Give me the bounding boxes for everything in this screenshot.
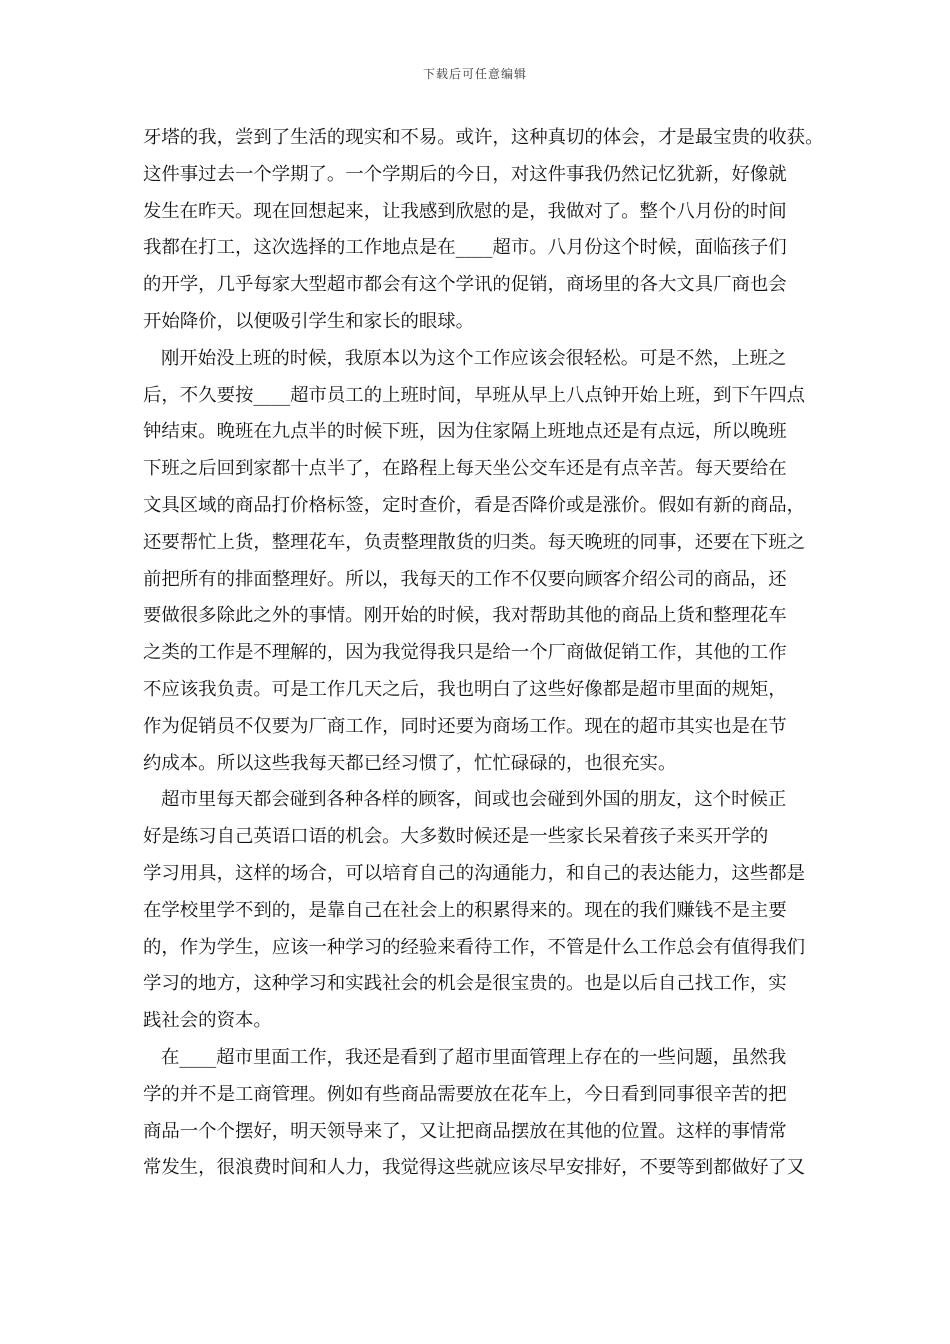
text-line: 好是练习自己英语口语的机会。大多数时候还是一些家长呆着孩子来买开学的 <box>143 826 769 848</box>
text-line: 的，作为学生，应该一种学习的经验来看待工作，不管是什么工作总会有值得我们 <box>143 936 806 958</box>
text-line: 商品一个个摆好，明天领导来了，又让把商品摆放在其他的位置。这样的事情常 <box>143 1120 787 1142</box>
text-line: 下班之后回到家都十点半了，在路程上每天坐公交车还是有点辛苦。每天要给在 <box>143 458 787 480</box>
text-line: 学习用具，这样的场合，可以培育自己的沟通能力，和自己的表达能力，这些都是 <box>143 862 806 884</box>
text-line: 要做很多除此之外的事情。刚开始的时候，我对帮助其他的商品上货和整理花车 <box>143 605 787 627</box>
text-line: 钟结束。晚班在九点半的时候下班，因为住家隔上班地点还是有点远，所以晚班 <box>143 421 787 443</box>
text-line: 的开学，几乎每家大型超市都会有这个学讯的促销，商场里的各大文具厂商也会 <box>143 274 787 296</box>
text-line: 前把所有的排面整理好。所以，我每天的工作不仅要向顾客介绍公司的商品，还 <box>143 568 787 590</box>
text-line: 还要帮忙上货，整理花车，负责整理散货的归类。每天晚班的同事，还要在下班之 <box>143 531 806 553</box>
text-line: 发生在昨天。现在回想起来，让我感到欣慰的是，我做对了。整个八月份的时间 <box>143 200 787 222</box>
paragraph-first-line: 在____超市里面工作，我还是看到了超市里面管理上存在的一些问题，虽然我 <box>161 1046 787 1068</box>
text-line: 这件事过去一个学期了。一个学期后的今日，对这件事我仍然记忆犹新，好像就 <box>143 163 787 185</box>
text-line: 我都在打工，这次选择的工作地点是在____超市。八月份这个时候，面临孩子们 <box>143 237 787 259</box>
text-line: 文具区域的商品打价格标签，定时查价，看是否降价或是涨价。假如有新的商品， <box>143 494 806 516</box>
text-line: 在学校里学不到的，是靠自己在社会上的积累得来的。现在的我们赚钱不是主要 <box>143 899 787 921</box>
text-line: 开始降价，以便吸引学生和家长的眼球。 <box>143 310 475 332</box>
body-text <box>143 120 824 1187</box>
text-line: 约成本。所以这些我每天都已经习惯了，忙忙碌碌的，也很充实。 <box>143 752 677 774</box>
text-line: 常发生，很浪费时间和人力，我觉得这些就应该尽早安排好，不要等到都做好了又 <box>143 1157 806 1179</box>
text-line: 不应该我负责。可是工作几天之后，我也明白了这些好像都是超市里面的规矩， <box>143 678 787 700</box>
text-line: 学的并不是工商管理。例如有些商品需要放在花车上，今日看到同事很辛苦的把 <box>143 1083 787 1105</box>
text-line: 学习的地方，这种学习和实践社会的机会是很宝贵的。也是以后自己找工作，实 <box>143 973 787 995</box>
text-line: 作为促销员不仅要为厂商工作，同时还要为商场工作。现在的超市其实也是在节 <box>143 715 787 737</box>
page-header: 下载后可任意编辑 <box>422 67 527 81</box>
text-line: 践社会的资本。 <box>143 1010 272 1032</box>
paragraph-first-line: 超市里每天都会碰到各种各样的顾客，间或也会碰到外国的朋友，这个时候正 <box>161 789 787 811</box>
text-line: 之类的工作是不理解的，因为我觉得我只是给一个厂商做促销工作，其他的工作 <box>143 642 787 664</box>
paragraph-first-line: 刚开始没上班的时候，我原本以为这个工作应该会很轻松。可是不然，上班之 <box>161 347 787 369</box>
text-line: 后，不久要按____超市员工的上班时间，早班从早上八点钟开始上班，到下午四点 <box>143 384 806 406</box>
text-line: 牙塔的我，尝到了生活的现实和不易。或许，这种真切的体会，才是最宝贵的收获。 <box>143 127 824 148</box>
